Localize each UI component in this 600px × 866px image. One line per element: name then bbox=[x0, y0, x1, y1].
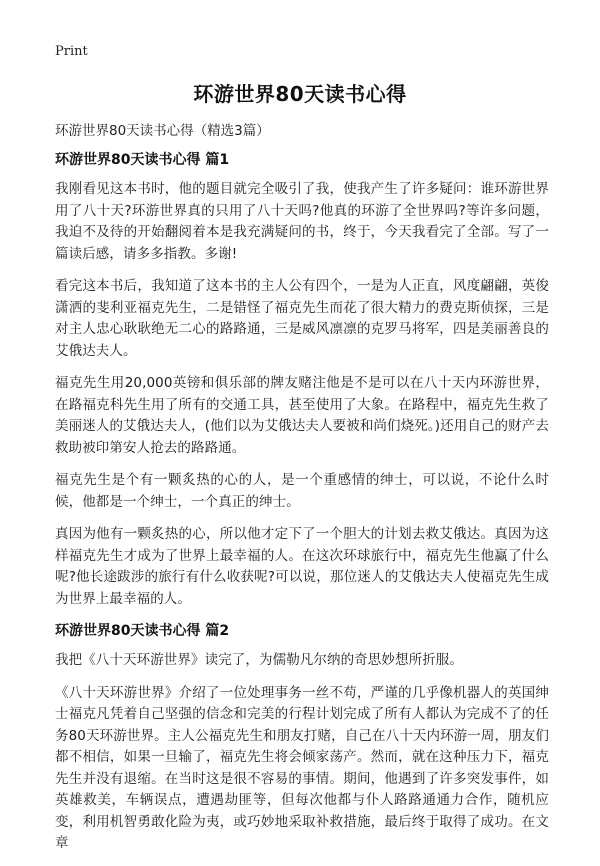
print-link[interactable]: Print bbox=[55, 44, 88, 59]
paragraph: 我刚看见这本书时，他的题目就完全吸引了我，使我产生了许多疑问：谁环游世界用了八十天?环游世界真的只用了八十天吗?他真的环游了全世界吗?等许多问题，我迫不及待的开始翻阅着本是我充满疑问的书，终于，今天我看完了全部。写了一篇读后感，请多多指教。多谢! bbox=[55, 181, 549, 262]
page-title: 环游世界80天读书心得 bbox=[193, 82, 407, 106]
paragraph: 看完这本书后，我知道了这本书的主人公有四个，一是为人正直，风度翩翩，英俊潇洒的斐利亚福克先生，二是错怪了福克先生而花了很大精力的费克斯侦探，三是对主人忠心耿耿绝无二心的路路通，三是威风凛凛的克罗马将军，四是美丽善良的艾俄达夫人。 bbox=[55, 278, 549, 359]
document-subtitle: 环游世界80天读书心得（精选3篇） bbox=[55, 123, 270, 139]
paragraph: 我把《八十天环游世界》读完了，为儒勒凡尔纳的奇思妙想所折服。 bbox=[55, 652, 463, 668]
section-heading: 环游世界80天读书心得 篇1 bbox=[55, 152, 230, 168]
paragraph: 福克先生用20,000英镑和俱乐部的牌友赌注他是不是可以在八十天内环游世界，在路福克科先生用了所有的交通工具，甚至使用了大象。在路程中，福克先生救了美丽迷人的艾俄达夫人，(他们以为艾俄达夫人要被和尚们烧死。)还用自己的财产去救助被印第安人抢去的路路通。 bbox=[55, 375, 549, 456]
paragraph: 福克先生是个有一颗炙热的心的人，是一个重感情的绅士，可以说，不论什么时候，他都是一个绅士，一个真正的绅士。 bbox=[55, 472, 549, 510]
section-1 bbox=[55, 150, 549, 610]
section-heading: 环游世界80天读书心得 篇2 bbox=[55, 623, 230, 639]
paragraph: 《八十天环游世界》介绍了一位处理事务一丝不苟，严谨的几乎像机器人的英国绅士福克凡凭着自己坚强的信念和完美的行程计划完成了所有人都认为完成不了的任务80天环游世界。主人公福克先生和朋友打赌，自己在八十天内环游一周，朋友们都不相信，如果一旦输了，福克先生将会倾家荡产。然而，就在这种压力下，福克先生并没有退缩。在当时这是很不容易的事情。期间，他遇到了许多突发事件，如英雄救美，车辆误点，遭遇劫匪等，但每次他都与仆人路路通通力合作，随机应变，利用机智勇敢化险为夷，或巧妙地采取补救措施，最后终于取得了成功。在文章 bbox=[55, 684, 549, 851]
section-2 bbox=[55, 621, 549, 855]
paragraph: 真因为他有一颗炙热的心，所以他才定下了一个胆大的计划去救艾俄达。真因为这样福克先生才成为了世界上最幸福的人。在这次环球旅行中，福克先生他赢了什么呢?他长途跋涉的旅行有什么收获呢?可以说，那位迷人的艾俄达夫人使福克先生成为世界上最幸福的人。 bbox=[55, 526, 549, 607]
document-body bbox=[55, 150, 549, 866]
